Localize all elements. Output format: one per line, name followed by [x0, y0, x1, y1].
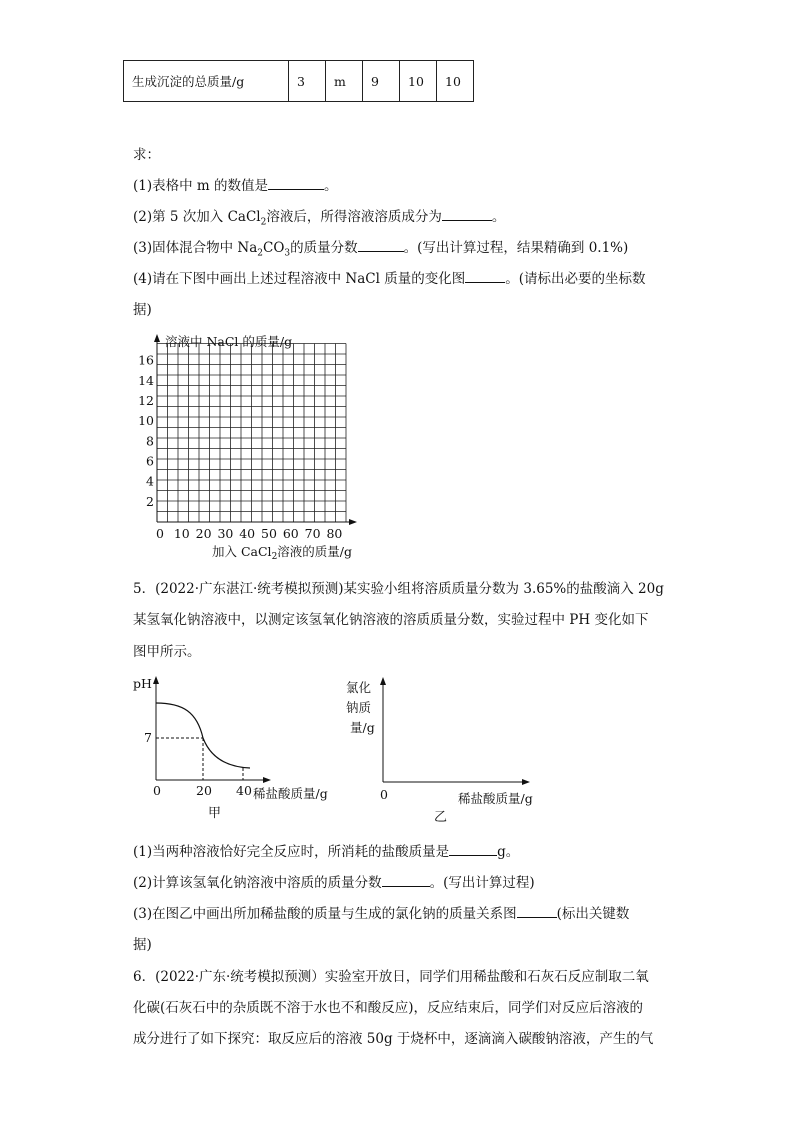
- x-tick-label: 60: [282, 526, 299, 541]
- x-axis-arrow: [522, 779, 530, 785]
- table-cell: 9: [363, 61, 400, 102]
- answer-blank[interactable]: [268, 175, 324, 190]
- y-axis-label: 溶液中 NaCl 的质量/g: [165, 334, 293, 349]
- chart-grid: [157, 344, 346, 523]
- x-tick-label: 80: [326, 526, 343, 541]
- chart-jia: [125, 670, 345, 830]
- x-tick-label: 0: [380, 787, 388, 802]
- ask-label: 求：: [133, 147, 160, 163]
- y-axis-arrow: [154, 334, 160, 342]
- y-axis-arrow: [153, 676, 159, 684]
- y-tick-label: 7: [144, 730, 152, 745]
- table-row: [124, 61, 474, 102]
- y-tick-label: 8: [146, 433, 154, 449]
- x-axis-label: 加入 CaCl$_2$溶液的质量/g: [212, 544, 353, 562]
- y-tick-label: 14: [138, 372, 154, 388]
- table-cell: m: [326, 61, 363, 102]
- q5-item-1: (1)当两种溶液恰好完全反应时，所消耗的盐酸质量是 g。: [133, 840, 519, 860]
- q5-item-2: (2)计算该氢氧化钠溶液中溶质的质量分数 。(写出计算过程): [133, 871, 535, 891]
- answer-blank[interactable]: [517, 903, 557, 918]
- answer-blank[interactable]: [358, 237, 404, 252]
- table-row-label: 生成沉淀的总质量/g: [124, 61, 289, 102]
- y-tick-label: 2: [146, 493, 154, 509]
- y-axis-arrow: [380, 677, 386, 685]
- table-cell: 10: [400, 61, 437, 102]
- q6-stem-3: 成分进行了如下探究：取反应后的溶液 50g 于烧杯中，逐滴滴入碳酸钠溶液，产生的气: [133, 1031, 654, 1047]
- nacl-grid-chart: [120, 330, 380, 566]
- answer-blank[interactable]: [442, 206, 492, 221]
- x-tick-label: 20: [195, 526, 212, 541]
- x-axis-arrow: [263, 777, 271, 783]
- x-tick-label: 50: [261, 526, 277, 541]
- q5-stem-3: 图甲所示。: [133, 644, 201, 660]
- y-axis-label: 钠质: [346, 700, 372, 715]
- x-tick-label: 20: [196, 783, 212, 798]
- x-tick-label: 40: [236, 783, 252, 798]
- data-table: [123, 60, 474, 102]
- chart-caption: 甲: [208, 806, 222, 821]
- y-tick-label: 12: [138, 393, 154, 409]
- q4-item-4: (4)请在下图中画出上述过程溶液中 NaCl 质量的变化图 。(请标出必要的坐标数: [133, 267, 646, 287]
- q5-stem-2: 某氢氧化钠溶液中，以测定该氢氧化钠溶液的溶质质量分数，实验过程中 PH 变化如下: [133, 612, 649, 628]
- y-tick-label: 10: [138, 413, 154, 429]
- x-tick-label: 70: [304, 526, 321, 541]
- answer-blank[interactable]: [449, 841, 497, 856]
- y-axis-label: 氯化: [346, 680, 372, 695]
- q4-item-4-cont: 据): [133, 302, 152, 318]
- q4-item-2: (2)第 5 次加入 CaCl$_2$溶液后，所得溶液溶质成分为 。: [133, 205, 505, 228]
- q6-stem-2: 化碳(石灰石中的杂质既不溶于水也不和酸反应)，反应结束后，同学们对反应后溶液的: [133, 1000, 644, 1016]
- chart-caption: 乙: [434, 810, 448, 825]
- table-cell: 3: [289, 61, 326, 102]
- table-cell: 10: [437, 61, 474, 102]
- q5-item-3: (3)在图乙中画出所加稀盐酸的质量与生成的氯化钠的质量关系图 (标出关键数: [133, 902, 629, 922]
- y-axis-label: pH: [133, 676, 152, 691]
- q4-item-3: (3)固体混合物中 $Na_2CO_3$的质量分数 。(写出计算过程，结果精确到 0.1%): [133, 236, 628, 259]
- x-tick-label: 10: [173, 526, 190, 541]
- answer-blank[interactable]: [382, 872, 430, 887]
- chart-yi: [340, 670, 570, 830]
- x-tick-label: 30: [217, 526, 234, 541]
- x-axis-label: 稀盐酸质量/g: [253, 786, 328, 801]
- x-tick-label: 0: [153, 783, 161, 798]
- q5-item-3-cont: 据): [133, 937, 152, 953]
- answer-blank[interactable]: [465, 268, 505, 283]
- x-tick-label: 0: [156, 526, 164, 541]
- y-tick-label: 4: [146, 473, 154, 489]
- y-axis-label: 量/g: [350, 720, 375, 735]
- x-axis-label: 稀盐酸质量/g: [458, 791, 533, 806]
- q5-stem-1: 5．(2022·广东湛江·统考模拟预测)某实验小组将溶质质量分数为 3.65%的盐酸滴入 20g: [133, 581, 664, 597]
- x-axis-arrow: [349, 519, 357, 525]
- y-tick-label: 16: [138, 352, 154, 368]
- x-tick-label: 40: [239, 526, 256, 541]
- y-tick-label: 6: [146, 453, 154, 469]
- q6-stem-1: 6．(2022·广东·统考模拟预测）实验室开放日，同学们用稀盐酸和石灰石反应制取二氧: [133, 969, 649, 985]
- q4-item-1: (1)表格中 m 的数值是 。: [133, 174, 338, 194]
